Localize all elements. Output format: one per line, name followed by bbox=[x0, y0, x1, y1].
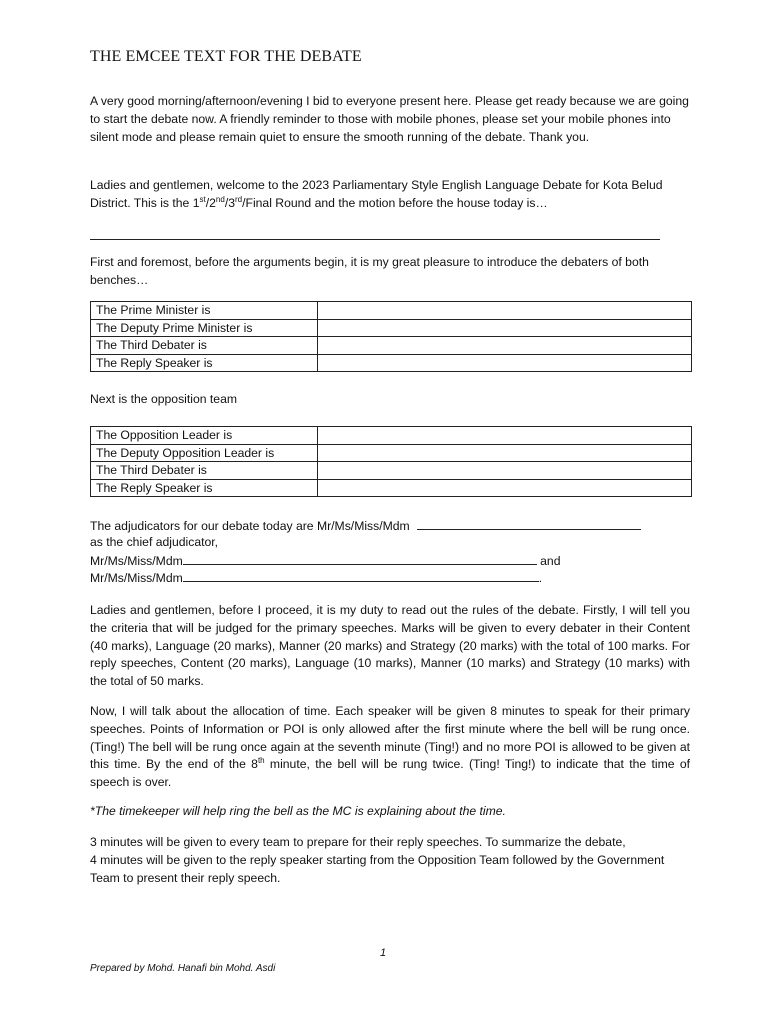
name-cell bbox=[318, 479, 692, 497]
adjudicators-text: The adjudicators for our debate today are Mr/Ms/Miss/Mdm bbox=[90, 519, 410, 533]
role-label: The Prime Minister is bbox=[91, 302, 318, 320]
name-cell bbox=[318, 302, 692, 320]
government-team-table bbox=[90, 301, 692, 372]
table-row bbox=[91, 337, 692, 355]
opposition-team-table bbox=[90, 426, 692, 497]
ordinal-st: st bbox=[199, 194, 206, 204]
chief-adjudicator-blank bbox=[417, 517, 641, 530]
welcome-paragraph bbox=[90, 177, 690, 213]
adjudicators-line-4 bbox=[90, 569, 542, 585]
adjudicator-blank bbox=[183, 569, 539, 582]
welcome-sep-2: /3 bbox=[224, 195, 235, 210]
role-label: The Reply Speaker is bbox=[91, 354, 318, 372]
timekeeper-note: *The timekeeper will help ring the bell as the MC is explaining about the time. bbox=[90, 804, 506, 818]
ordinal-rd: rd bbox=[234, 194, 243, 204]
time-allocation-paragraph bbox=[90, 703, 690, 792]
adjudicators-line-1 bbox=[90, 517, 641, 533]
ordinal-nd: nd bbox=[215, 194, 225, 204]
name-cell bbox=[318, 444, 692, 462]
name-cell bbox=[318, 462, 692, 480]
document-title: THE EMCEE TEXT FOR THE DEBATE bbox=[90, 48, 362, 65]
role-label: The Deputy Opposition Leader is bbox=[91, 444, 318, 462]
and-text: and bbox=[540, 554, 561, 568]
role-label: The Third Debater is bbox=[91, 462, 318, 480]
page-number: 1 bbox=[380, 947, 387, 959]
reply-paragraph bbox=[90, 834, 690, 887]
role-label: The Reply Speaker is bbox=[91, 479, 318, 497]
table-row bbox=[91, 462, 692, 480]
role-label: The Third Debater is bbox=[91, 337, 318, 355]
period-text: . bbox=[538, 571, 543, 585]
table-row bbox=[91, 302, 692, 320]
table-row bbox=[91, 427, 692, 445]
introduce-debaters-paragraph: First and foremost, before the arguments begin, it is my great pleasure to introduce the debaters of both benches… bbox=[90, 255, 649, 287]
intro-paragraph: A very good morning/afternoon/evening I bid to everyone present here. Please get ready because we are going to start the debate now. A friendly reminder to those with mobile phones, please set your mobile phones into silent mode and please remain quiet to ensure the smooth running of the debate. Thank you. bbox=[90, 94, 689, 144]
adjudicators-line-3 bbox=[90, 552, 560, 568]
opposition-intro: Next is the opposition team bbox=[90, 392, 238, 406]
rules-paragraph: Ladies and gentlemen, before I proceed, it is my duty to read out the rules of the debate. Firstly, I will tell you the criteria that will be judged for the primary speeches. Marks will be given to every debater in their Content (40 marks), Language (20 marks), Manner (20 marks) and Strategy (20 marks) with the total of 100 marks. For reply speeches, Content (20 marks), Language (10 marks), Manner (10 marks) and Strategy (10 marks) with the total of 50 marks. bbox=[90, 603, 690, 689]
name-cell bbox=[318, 427, 692, 445]
name-cell bbox=[318, 319, 692, 337]
ordinal-th: th bbox=[257, 756, 265, 766]
time-text-2: minute, the bell will be rung twice. (Ting! Ting!) to indicate that the time of speech is over. bbox=[90, 757, 690, 790]
welcome-text-1: Ladies and gentlemen, welcome to the 2023 Parliamentary Style English Language Debate for Kota Belud District. This is the 1 bbox=[90, 178, 663, 210]
name-cell bbox=[318, 354, 692, 372]
name-cell bbox=[318, 337, 692, 355]
welcome-sep-1: /2 bbox=[205, 195, 216, 210]
welcome-text-2: /Final Round and the motion before the house today is… bbox=[242, 195, 548, 210]
adjudicators-line-2: as the chief adjudicator, bbox=[90, 535, 219, 549]
time-text-1: Now, I will talk about the allocation of time. Each speaker will be given 8 minutes to speak for their primary speeches. Points of Information or POI is only allowed after the first minute where the bell will be rung once. (Ting!) The bell will be rung once again at the seventh minute (Ting!) and no more POI is allowed to be given at this time. By the end of the 8 bbox=[90, 704, 690, 772]
motion-blank-line bbox=[90, 227, 660, 243]
table-row bbox=[91, 354, 692, 372]
role-label: The Opposition Leader is bbox=[91, 427, 318, 445]
table-row bbox=[91, 444, 692, 462]
adjudicator-blank bbox=[183, 552, 537, 565]
adjudicator-title: Mr/Ms/Miss/Mdm bbox=[90, 571, 183, 585]
role-label: The Deputy Prime Minister is bbox=[91, 319, 318, 337]
adjudicator-title: Mr/Ms/Miss/Mdm bbox=[90, 554, 183, 568]
prepared-by: Prepared by Mohd. Hanafi bin Mohd. Asdi bbox=[90, 963, 276, 974]
reply-line-1: 3 minutes will be given to every team to prepare for their reply speeches. To summarize the debate, bbox=[90, 835, 626, 849]
reply-line-2: 4 minutes will be given to the reply speaker starting from the Opposition Team followed by the Government Team to present their reply speech. bbox=[90, 852, 665, 885]
table-row bbox=[91, 319, 692, 337]
table-row bbox=[91, 479, 692, 497]
